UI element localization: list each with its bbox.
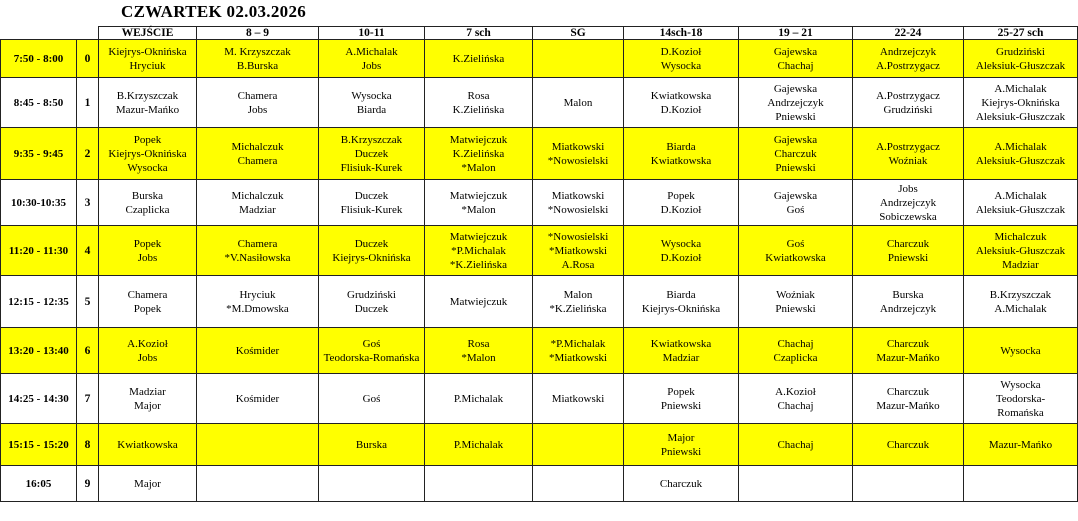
teacher-name: Flisiuk-Kurek xyxy=(340,161,403,174)
time-slot: 7:50 - 8:00 xyxy=(1,40,77,78)
duty-cell xyxy=(99,128,197,180)
teacher-name: Duczek xyxy=(354,189,389,202)
teacher-name: B.Krzyszczak xyxy=(340,133,403,146)
teacher-name: Woźniak xyxy=(776,288,815,301)
duty-cell xyxy=(319,374,425,424)
duty-cell xyxy=(197,128,319,180)
duty-cell xyxy=(624,374,739,424)
break-number: 1 xyxy=(77,78,99,128)
teacher-name: Charczuk xyxy=(886,438,930,451)
duty-cell xyxy=(624,328,739,374)
teacher-name: Wysocka xyxy=(127,161,168,174)
teacher-name: B.Krzyszczak xyxy=(989,288,1052,301)
duty-cell xyxy=(425,78,533,128)
duty-cell xyxy=(853,328,964,374)
teacher-name: Miatkowski xyxy=(551,189,605,202)
teacher-name: P.Michalak xyxy=(453,392,504,405)
teacher-name: Kiejrys-Oknińska xyxy=(641,302,721,315)
teacher-name: Popek xyxy=(667,385,695,398)
teacher-name: Matwiejczuk xyxy=(449,295,508,308)
table-row xyxy=(1,226,1078,276)
teacher-name: Burska xyxy=(131,189,164,202)
duty-cell xyxy=(533,374,624,424)
teacher-name: Grudziński xyxy=(883,103,933,116)
teacher-name: Pniewski xyxy=(887,251,929,264)
table-row xyxy=(1,374,1078,424)
teacher-name: Duczek xyxy=(354,147,389,160)
duty-cell xyxy=(425,374,533,424)
teacher-name: A.Postrzygacz xyxy=(876,89,940,102)
teacher-name: *Nowosielski xyxy=(547,230,609,243)
duty-cell xyxy=(739,466,853,502)
break-number: 9 xyxy=(77,466,99,502)
teacher-name: Malon xyxy=(563,96,593,109)
duty-cell xyxy=(99,276,197,328)
teacher-name: Aleksiuk-Głuszczak xyxy=(975,110,1066,123)
teacher-name: A.Kozioł xyxy=(127,337,168,350)
teacher-name: Biarda xyxy=(356,103,387,116)
duty-cell xyxy=(425,424,533,466)
teacher-name: Matwiejczuk xyxy=(449,230,508,243)
duty-cell xyxy=(319,328,425,374)
duty-cell xyxy=(197,78,319,128)
teacher-name: Teodorska-Romańska xyxy=(323,351,420,364)
teacher-name: P.Michalak xyxy=(453,438,504,451)
duty-cell xyxy=(319,466,425,502)
column-header: 25-27 sch xyxy=(964,27,1078,40)
duty-cell xyxy=(739,424,853,466)
duty-cell xyxy=(533,180,624,226)
time-slot: 15:15 - 15:20 xyxy=(1,424,77,466)
teacher-name: Rosa xyxy=(467,89,490,102)
teacher-name: Wysocka xyxy=(1000,344,1041,357)
header-row xyxy=(1,27,1078,40)
duty-cell xyxy=(99,328,197,374)
duty-cell xyxy=(533,466,624,502)
teacher-name: Kwiatkowska xyxy=(650,154,712,167)
duty-cell xyxy=(739,226,853,276)
duty-cell xyxy=(425,466,533,502)
teacher-name: *P.Michalak xyxy=(550,337,606,350)
teacher-name: Teodorska- xyxy=(995,392,1046,405)
time-slot: 16:05 xyxy=(1,466,77,502)
duty-cell xyxy=(99,424,197,466)
teacher-name: D.Kozioł xyxy=(660,251,702,264)
break-number: 2 xyxy=(77,128,99,180)
duty-cell xyxy=(964,424,1078,466)
teacher-name: Jobs xyxy=(898,182,918,195)
duty-cell xyxy=(533,128,624,180)
teacher-name: Michalczuk xyxy=(231,140,284,153)
teacher-name: K.Zielińska xyxy=(452,147,505,160)
duty-cell xyxy=(624,226,739,276)
table-row xyxy=(1,424,1078,466)
break-number: 8 xyxy=(77,424,99,466)
teacher-name: Kiejrys-Oknińska xyxy=(108,45,187,58)
duty-cell xyxy=(853,374,964,424)
teacher-name: Chamera xyxy=(237,237,278,250)
duty-cell xyxy=(964,466,1078,502)
teacher-name: Woźniak xyxy=(888,154,928,167)
duty-cell xyxy=(425,226,533,276)
teacher-name: Chachaj xyxy=(777,337,814,350)
teacher-name: Pniewski xyxy=(775,110,816,123)
teacher-name: Burska xyxy=(892,288,924,301)
duty-cell xyxy=(197,276,319,328)
teacher-name: Kwiatkowska xyxy=(650,337,712,350)
header-blank xyxy=(77,27,99,40)
duty-cell xyxy=(533,78,624,128)
teacher-name: *Nowosielski xyxy=(547,203,609,216)
teacher-name: Pniewski xyxy=(660,399,702,412)
teacher-name: *Malon xyxy=(461,203,496,216)
teacher-name: D.Kozioł xyxy=(660,45,702,58)
teacher-name: Miatkowski xyxy=(551,392,605,405)
duty-cell xyxy=(99,40,197,78)
teacher-name: Kośmider xyxy=(235,344,280,357)
duty-cell xyxy=(99,180,197,226)
teacher-name: D.Kozioł xyxy=(660,103,702,116)
teacher-name: Mazur-Mańko xyxy=(876,351,940,364)
duty-cell xyxy=(197,180,319,226)
teacher-name: Charczuk xyxy=(886,337,930,350)
time-slot: 13:20 - 13:40 xyxy=(1,328,77,374)
time-slot: 10:30-10:35 xyxy=(1,180,77,226)
teacher-name: A.Postrzygacz xyxy=(876,59,940,72)
teacher-name: Madziar xyxy=(239,203,276,216)
teacher-name: Major xyxy=(134,477,161,490)
duty-cell xyxy=(425,276,533,328)
time-slot: 14:25 - 14:30 xyxy=(1,374,77,424)
duty-cell xyxy=(624,128,739,180)
teacher-name: Andrzejczyk xyxy=(879,302,937,315)
duty-cell xyxy=(319,424,425,466)
teacher-name: Chamera xyxy=(237,154,278,167)
column-header: 7 sch xyxy=(425,27,533,40)
column-header: 8 – 9 xyxy=(197,27,319,40)
table-row xyxy=(1,40,1078,78)
teacher-name: A.Michalak xyxy=(994,140,1047,153)
duty-cell xyxy=(964,226,1078,276)
duty-cell xyxy=(533,226,624,276)
column-header: 14sch-18 xyxy=(624,27,739,40)
teacher-name: Madziar xyxy=(129,385,166,398)
teacher-name: Chachaj xyxy=(777,438,814,451)
teacher-name: Charczuk xyxy=(886,385,930,398)
teacher-name: A.Postrzygacz xyxy=(876,140,940,153)
teacher-name: Wysocka xyxy=(660,237,702,250)
duty-cell xyxy=(739,374,853,424)
duty-cell xyxy=(964,78,1078,128)
teacher-name: Major xyxy=(667,431,695,444)
duty-cell xyxy=(533,40,624,78)
teacher-name: Jobs xyxy=(361,59,382,72)
teacher-name: Kośmider xyxy=(235,392,280,405)
duty-cell xyxy=(533,276,624,328)
duty-cell xyxy=(425,328,533,374)
duty-cell xyxy=(624,276,739,328)
duty-cell xyxy=(624,424,739,466)
teacher-name: Kiejrys-Oknińska xyxy=(981,96,1060,109)
teacher-name: Flisiuk-Kurek xyxy=(340,203,403,216)
teacher-name: Matwiejczuk xyxy=(449,189,508,202)
duty-cell xyxy=(739,128,853,180)
teacher-name: A.Rosa xyxy=(561,258,595,271)
teacher-name: Gajewska xyxy=(773,45,818,58)
duty-cell xyxy=(853,466,964,502)
teacher-name: Andrzejczyk xyxy=(767,96,824,109)
teacher-name: Jobs xyxy=(137,251,158,264)
teacher-name: Madziar xyxy=(1002,258,1039,271)
duty-cell xyxy=(425,128,533,180)
teacher-name: Kiejrys-Oknińska xyxy=(108,147,187,160)
teacher-name: Goś xyxy=(786,203,805,216)
teacher-name: Hryciuk xyxy=(129,59,166,72)
time-slot: 8:45 - 8:50 xyxy=(1,78,77,128)
break-number: 0 xyxy=(77,40,99,78)
teacher-name: Wysocka xyxy=(1000,378,1041,391)
teacher-name: *Malon xyxy=(461,161,496,174)
teacher-name: Michalczuk xyxy=(231,189,284,202)
teacher-name: Biarda xyxy=(666,140,696,153)
header-blank xyxy=(1,27,77,40)
duty-cell xyxy=(624,180,739,226)
teacher-name: Gajewska xyxy=(773,189,818,202)
duty-cell xyxy=(99,466,197,502)
teacher-name: Gajewska xyxy=(773,133,818,146)
duty-cell xyxy=(99,374,197,424)
column-header: SG xyxy=(533,27,624,40)
teacher-name: A.Michalak xyxy=(994,302,1047,315)
teacher-name: B.Burska xyxy=(236,59,279,72)
teacher-name: Miatkowski xyxy=(551,140,605,153)
teacher-name: Rosa xyxy=(467,337,490,350)
break-number: 3 xyxy=(77,180,99,226)
teacher-name: Pniewski xyxy=(775,161,816,174)
teacher-name: Mazur-Mańko xyxy=(115,103,180,116)
teacher-name: A.Kozioł xyxy=(775,385,816,398)
duty-cell xyxy=(425,40,533,78)
teacher-name: Sobiczewska xyxy=(879,210,937,223)
teacher-name: Aleksiuk-Głuszczak xyxy=(975,154,1066,167)
table-row xyxy=(1,78,1078,128)
duty-cell xyxy=(964,328,1078,374)
teacher-name: Grudziński xyxy=(347,288,396,301)
column-header: 19 – 21 xyxy=(739,27,853,40)
teacher-name: *V.Nasiłowska xyxy=(224,251,291,264)
time-slot: 11:20 - 11:30 xyxy=(1,226,77,276)
duty-cell xyxy=(853,78,964,128)
teacher-name: Goś xyxy=(362,337,381,350)
teacher-name: A.Michalak xyxy=(994,82,1047,95)
teacher-name: Andrzejczyk xyxy=(879,45,937,58)
teacher-name: Matwiejczuk xyxy=(449,133,508,146)
teacher-name: Popek xyxy=(667,189,695,202)
teacher-name: Michalczuk xyxy=(994,230,1047,243)
duty-cell xyxy=(853,128,964,180)
teacher-name: A.Michalak xyxy=(345,45,398,58)
duty-cell xyxy=(197,226,319,276)
teacher-name: Mazur-Mańko xyxy=(876,399,940,412)
teacher-name: Aleksiuk-Głuszczak xyxy=(975,203,1066,216)
teacher-name: Duczek xyxy=(354,302,389,315)
teacher-name: Goś xyxy=(362,392,381,405)
teacher-name: Popek xyxy=(133,237,162,250)
teacher-name: Charczuk xyxy=(886,237,930,250)
teacher-name: Malon xyxy=(563,288,593,301)
teacher-name: Czaplicka xyxy=(773,351,818,364)
table-row xyxy=(1,128,1078,180)
teacher-name: *K.Zielińska xyxy=(449,258,508,271)
duty-cell xyxy=(739,328,853,374)
time-slot: 12:15 - 12:35 xyxy=(1,276,77,328)
table-row xyxy=(1,328,1078,374)
duty-cell xyxy=(739,276,853,328)
teacher-name: Madziar xyxy=(662,351,700,364)
teacher-name: D.Kozioł xyxy=(660,203,702,216)
teacher-name: Chachaj xyxy=(777,399,814,412)
duty-cell xyxy=(425,180,533,226)
teacher-name: Andrzejczyk xyxy=(879,196,937,209)
duty-cell xyxy=(964,180,1078,226)
teacher-name: *Miatkowski xyxy=(548,351,608,364)
table-row xyxy=(1,276,1078,328)
teacher-name: *P.Michalak xyxy=(451,244,506,257)
duty-cell xyxy=(853,424,964,466)
column-header: 10-11 xyxy=(319,27,425,40)
teacher-name: Gajewska xyxy=(773,82,818,95)
duty-cell xyxy=(853,226,964,276)
teacher-name: B.Krzyszczak xyxy=(116,89,179,102)
table-row xyxy=(1,466,1078,502)
duty-cell xyxy=(319,226,425,276)
duty-cell xyxy=(739,180,853,226)
teacher-name: Charczuk xyxy=(659,477,703,490)
duty-cell xyxy=(319,180,425,226)
teacher-name: Romańska xyxy=(997,406,1044,419)
teacher-name: Kiejrys-Oknińska xyxy=(332,251,411,264)
teacher-name: M. Krzyszczak xyxy=(224,45,291,58)
teacher-name: Aleksiuk-Głuszczak xyxy=(975,59,1066,72)
teacher-name: Chachaj xyxy=(777,59,814,72)
duty-cell xyxy=(319,276,425,328)
duty-cell xyxy=(533,424,624,466)
teacher-name: Grudziński xyxy=(996,45,1045,58)
duty-cell xyxy=(197,424,319,466)
duty-cell xyxy=(197,374,319,424)
duty-cell xyxy=(964,276,1078,328)
duty-schedule-table xyxy=(0,26,1078,502)
teacher-name: Duczek xyxy=(354,237,389,250)
duty-cell xyxy=(319,40,425,78)
duty-cell xyxy=(853,276,964,328)
column-header: WEJŚCIE xyxy=(99,27,197,40)
duty-cell xyxy=(624,466,739,502)
teacher-name: Wysocka xyxy=(660,59,702,72)
teacher-name: Charczuk xyxy=(774,147,817,160)
teacher-name: Kwiatkowska xyxy=(650,89,712,102)
duty-cell xyxy=(319,128,425,180)
duty-cell xyxy=(624,78,739,128)
duty-cell xyxy=(964,374,1078,424)
duty-cell xyxy=(964,40,1078,78)
duty-cell xyxy=(197,328,319,374)
teacher-name: Jobs xyxy=(247,103,268,116)
teacher-name: *K.Zielińska xyxy=(549,302,607,315)
table-row xyxy=(1,180,1078,226)
teacher-name: Kwiatkowska xyxy=(765,251,826,264)
teacher-name: Popek xyxy=(133,133,162,146)
teacher-name: *Malon xyxy=(461,351,496,364)
duty-cell xyxy=(853,180,964,226)
break-number: 4 xyxy=(77,226,99,276)
page-title: CZWARTEK 02.03.2026 xyxy=(121,2,307,21)
duty-cell xyxy=(197,466,319,502)
teacher-name: Jobs xyxy=(137,351,158,364)
duty-cell xyxy=(739,40,853,78)
teacher-name: *Nowosielski xyxy=(547,154,609,167)
teacher-name: Pniewski xyxy=(660,445,702,458)
teacher-name: *Miatkowski xyxy=(548,244,608,257)
duty-cell xyxy=(197,40,319,78)
teacher-name: Hryciuk xyxy=(239,288,276,301)
teacher-name: Chamera xyxy=(237,89,278,102)
break-number: 7 xyxy=(77,374,99,424)
teacher-name: K.Zielińska xyxy=(452,52,505,65)
column-header: 22-24 xyxy=(853,27,964,40)
duty-cell xyxy=(319,78,425,128)
break-number: 6 xyxy=(77,328,99,374)
teacher-name: *M.Dmowska xyxy=(226,302,289,315)
teacher-name: Major xyxy=(134,399,161,412)
teacher-name: K.Zielińska xyxy=(452,103,505,116)
duty-cell xyxy=(964,128,1078,180)
teacher-name: Burska xyxy=(355,438,388,451)
teacher-name: Biarda xyxy=(666,288,696,301)
duty-cell xyxy=(533,328,624,374)
teacher-name: Wysocka xyxy=(351,89,392,102)
teacher-name: Pniewski xyxy=(775,302,816,315)
duty-cell xyxy=(853,40,964,78)
teacher-name: A.Michalak xyxy=(994,189,1047,202)
duty-cell xyxy=(99,78,197,128)
teacher-name: Kwiatkowska xyxy=(117,438,178,451)
teacher-name: Mazur-Mańko xyxy=(988,438,1053,451)
teacher-name: Czaplicka xyxy=(125,203,170,216)
teacher-name: Goś xyxy=(786,237,805,250)
teacher-name: Chamera xyxy=(127,288,168,301)
duty-cell xyxy=(624,40,739,78)
break-number: 5 xyxy=(77,276,99,328)
duty-cell xyxy=(99,226,197,276)
time-slot: 9:35 - 9:45 xyxy=(1,128,77,180)
teacher-name: Aleksiuk-Głuszczak xyxy=(975,244,1066,257)
teacher-name: Popek xyxy=(133,302,162,315)
duty-cell xyxy=(739,78,853,128)
